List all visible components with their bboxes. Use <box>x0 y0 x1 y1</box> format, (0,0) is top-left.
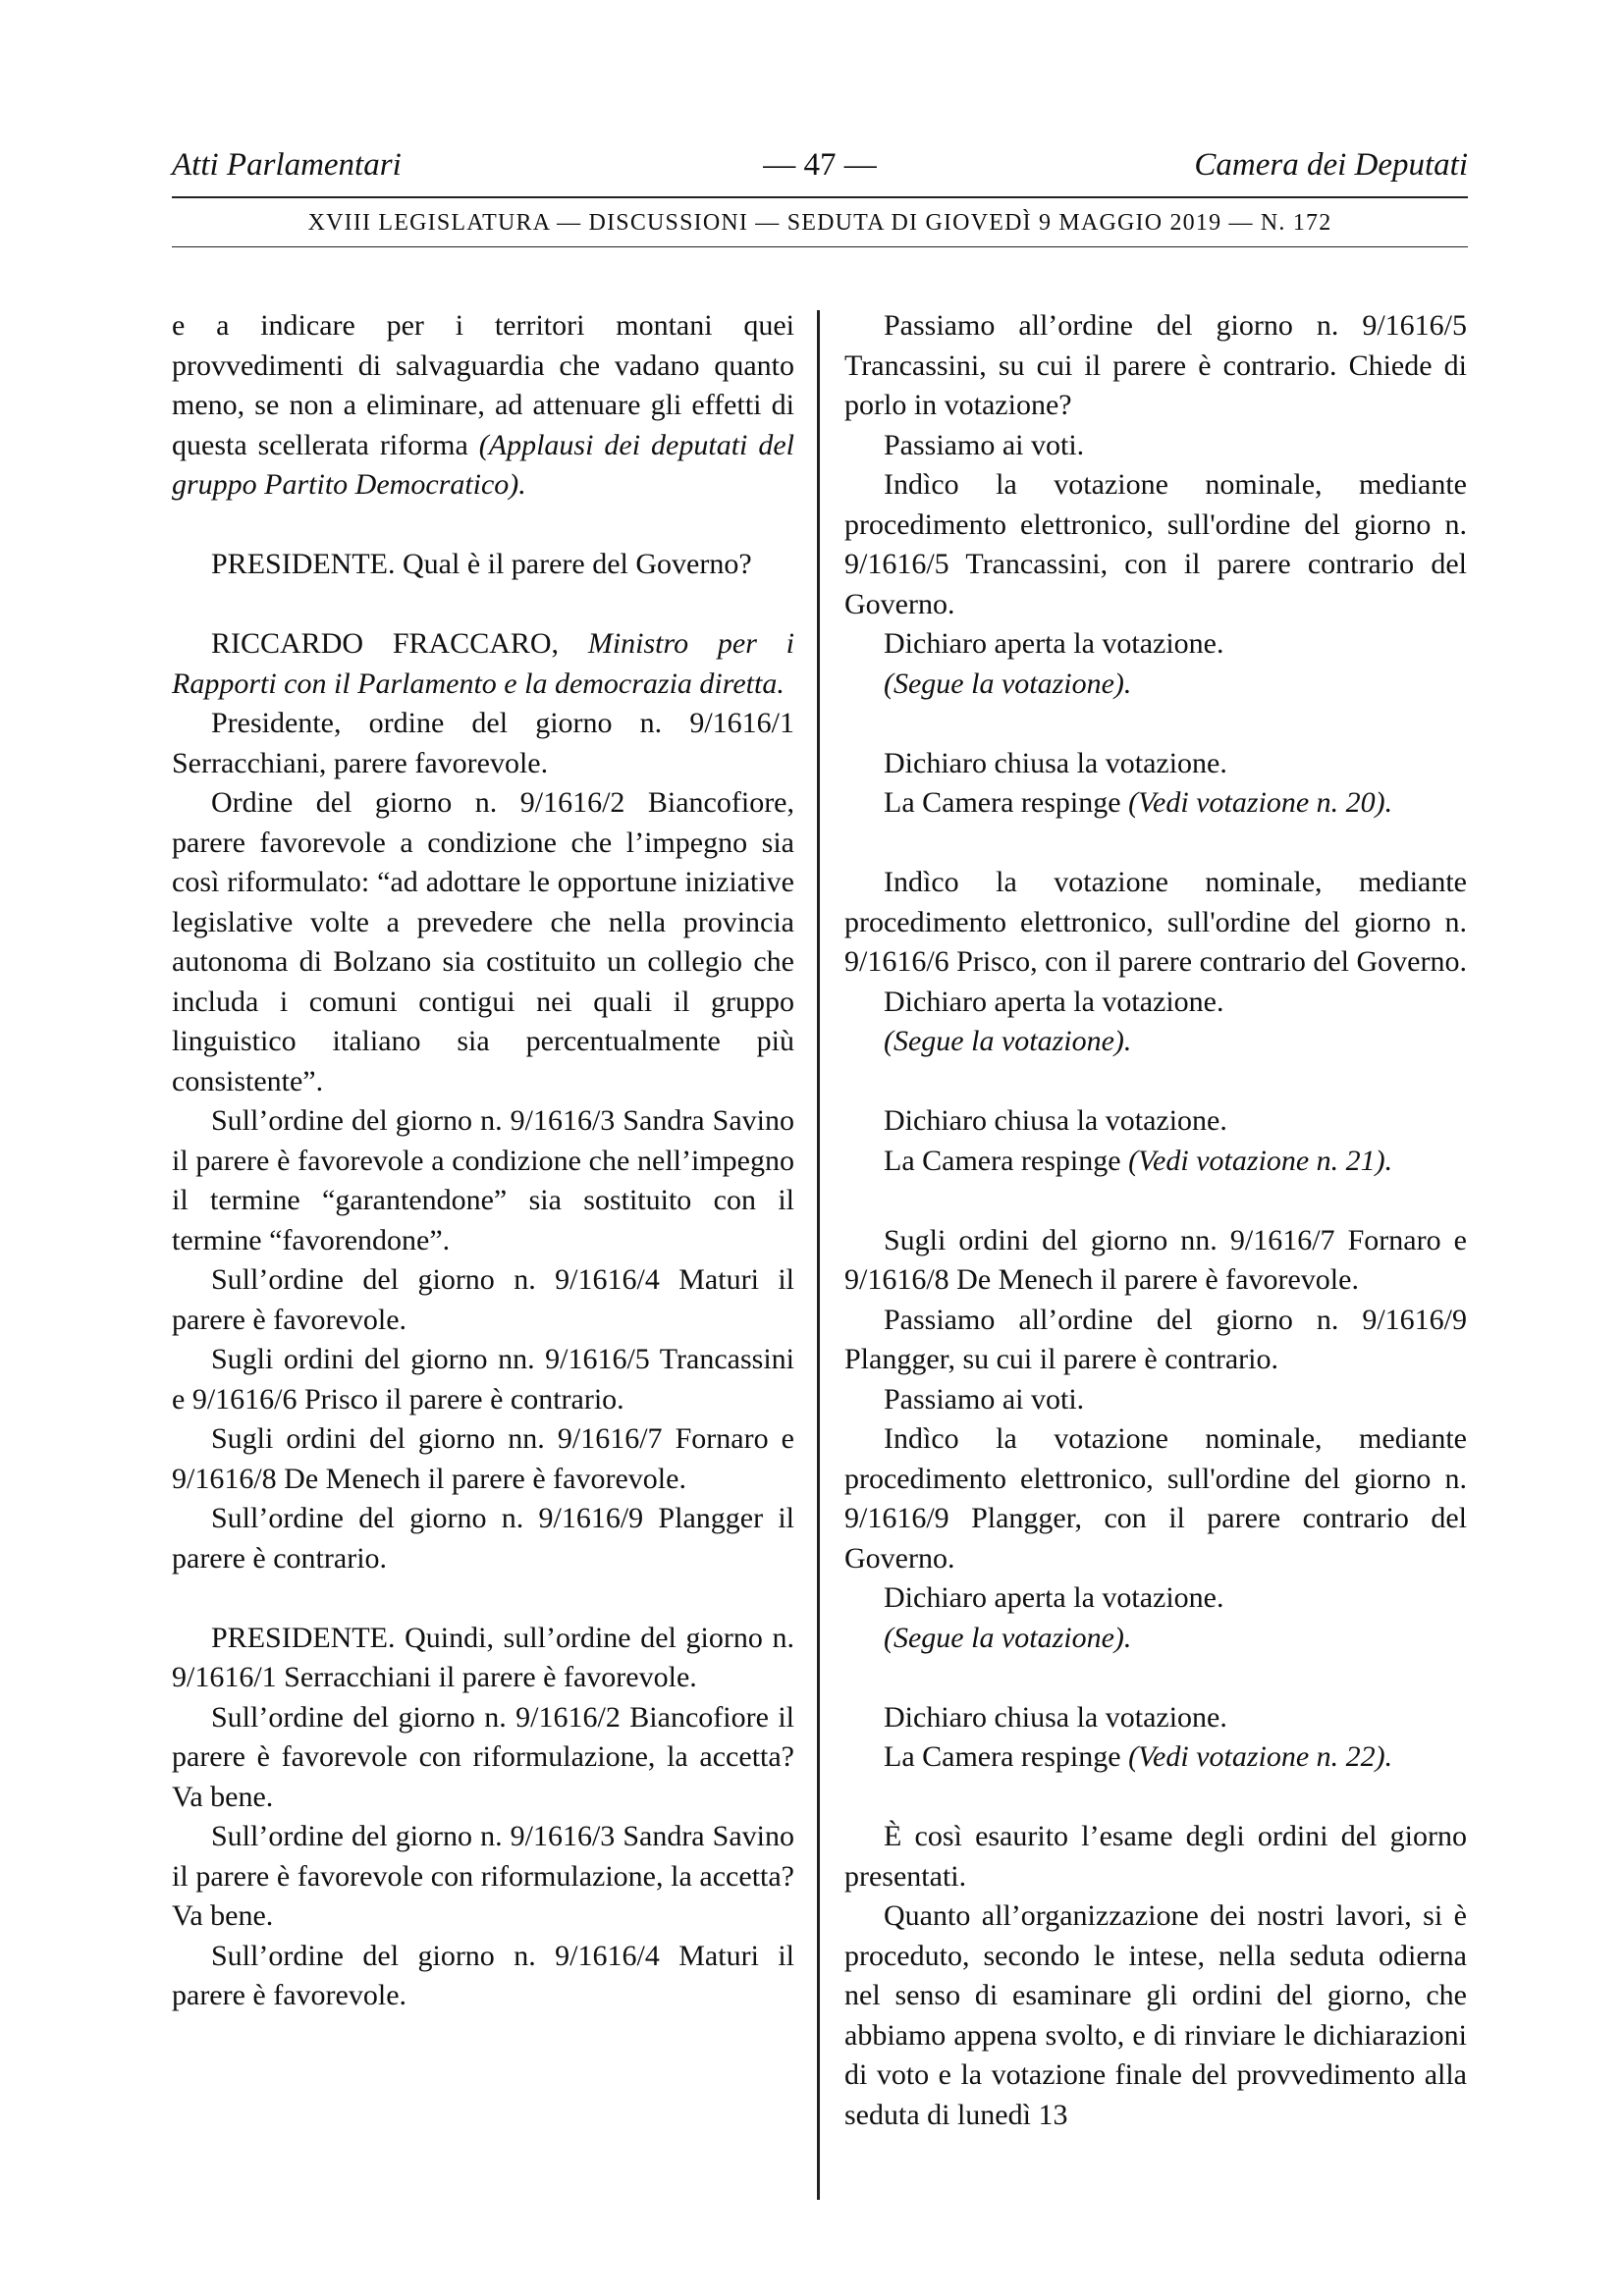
column-divider <box>817 310 820 2200</box>
header-left-title: Atti Parlamentari <box>172 147 402 183</box>
paragraph: Dichiaro aperta la votazione. <box>884 627 1224 660</box>
header-rule-top <box>172 196 1468 198</box>
paragraph: Sugli ordini del giorno nn. 9/1616/5 Trancassini e 9/1616/6 Prisco il parere è contrario. <box>172 1343 794 1415</box>
paragraph: Ordine del giorno n. 9/1616/2 Biancofiore, parere favorevole a condizione che l’impegno sia così riformulato: “ad adottare le opportune iniziative legislative volte a prevedere che nella provincia autonoma di Bolzano sia costituito un collegio che includa i comuni contigui nei quali il gruppo linguistico italiano sia percentualmente più consistente”. <box>172 786 794 1097</box>
paragraph: La Camera respinge (Vedi votazione n. 20). <box>884 786 1393 819</box>
paragraph: Sull’ordine del giorno n. 9/1616/4 Maturi il parere è favorevole. <box>172 1263 794 1336</box>
paragraph: Dichiaro aperta la votazione. <box>884 985 1224 1018</box>
paragraph-stage-direction: (Segue la votazione). <box>884 1025 1132 1057</box>
page-number: — 47 — <box>763 147 877 183</box>
session-subtitle: XVIII LEGISLATURA — DISCUSSIONI — SEDUTA DI GIOVEDÌ 9 MAGGIO 2019 — N. 172 <box>307 210 1332 236</box>
paragraph-stage-direction: (Segue la votazione). <box>884 1621 1132 1654</box>
header-right-title: Camera dei Deputati <box>1194 147 1468 183</box>
paragraph: Sull’ordine del giorno n. 9/1616/3 Sandra Savino il parere è favorevole a condizione che nell’impegno il termine “garantendone” sia sostituito con il termine “favorendone”. <box>172 1104 794 1256</box>
paragraph-presidente: PRESIDENTE. Qual è il parere del Governo? <box>211 548 752 580</box>
running-header <box>172 147 1468 192</box>
paragraph: La Camera respinge (Vedi votazione n. 21). <box>884 1144 1393 1177</box>
paragraph: Passiamo ai voti. <box>884 1382 1085 1415</box>
paragraph: Dichiaro chiusa la votazione. <box>884 1104 1227 1137</box>
paragraph: Dichiaro chiusa la votazione. <box>884 746 1227 779</box>
paragraph-stage-direction: (Segue la votazione). <box>884 667 1132 700</box>
right-column <box>844 306 1467 2135</box>
paragraph: Indìco la votazione nominale, mediante procedimento elettronico, sull'ordine del giorno n. 9/1616/5 Trancassini, con il parere contrario del Governo. <box>844 468 1467 620</box>
header-rule-bottom <box>172 246 1468 247</box>
paragraph: Sull’ordine del giorno n. 9/1616/9 Plangger il parere è contrario. <box>172 1502 794 1575</box>
paragraph: Sugli ordini del giorno nn. 9/1616/7 Fornaro e 9/1616/8 De Menech il parere è favorevole. <box>844 1223 1467 1296</box>
paragraph-speaker: RICCARDO FRACCARO, Ministro per i Rapporti con il Parlamento e la democrazia diretta. <box>172 627 794 700</box>
paragraph: Passiamo ai voti. <box>884 428 1085 461</box>
paragraph: e a indicare per i territori montani quei provvedimenti di salvaguardia che vadano quanto meno, se non a eliminare, ad attenuare gli effetti di questa scellerata riforma (Applausi dei deputati del gruppo Partito Democratico). <box>172 309 795 501</box>
left-column <box>172 306 794 2016</box>
paragraph: Presidente, ordine del giorno n. 9/1616/1 Serracchiani, parere favorevole. <box>172 707 794 779</box>
paragraph: Indìco la votazione nominale, mediante procedimento elettronico, sull'ordine del giorno n. 9/1616/9 Plangger, con il parere contrario del Governo. <box>844 1422 1467 1575</box>
paragraph-presidente: PRESIDENTE. Quindi, sull’ordine del giorno n. 9/1616/1 Serracchiani il parere è favorevole. <box>172 1621 794 1693</box>
paragraph: Indìco la votazione nominale, mediante procedimento elettronico, sull'ordine del giorno n. 9/1616/6 Prisco, con il parere contrario del Governo. <box>844 866 1467 978</box>
paragraph: Passiamo all’ordine del giorno n. 9/1616/9 Plangger, su cui il parere è contrario. <box>844 1303 1467 1375</box>
paragraph: Sull’ordine del giorno n. 9/1616/3 Sandra Savino il parere è favorevole con riformulazione, la accetta? Va bene. <box>172 1820 794 1932</box>
paragraph: Dichiaro aperta la votazione. <box>884 1581 1224 1614</box>
paragraph: Dichiaro chiusa la votazione. <box>884 1700 1227 1734</box>
paragraph: Quanto all’organizzazione dei nostri lavori, si è proceduto, secondo le intese, nella seduta odierna nel senso di esaminare gli ordini del giorno, che abbiamo appena svolto, e di rinviare le dichiarazioni di voto e la votazione finale del provvedimento alla seduta di lunedì 13 <box>844 1899 1467 2131</box>
paragraph: Sugli ordini del giorno nn. 9/1616/7 Fornaro e 9/1616/8 De Menech il parere è favorevole. <box>172 1422 794 1495</box>
paragraph: Sull’ordine del giorno n. 9/1616/4 Maturi il parere è favorevole. <box>172 1939 794 2011</box>
paragraph: La Camera respinge (Vedi votazione n. 22). <box>884 1740 1393 1773</box>
paragraph: Passiamo all’ordine del giorno n. 9/1616/5 Trancassini, su cui il parere è contrario. Chiede di porlo in votazione? <box>844 309 1467 421</box>
paragraph: È così esaurito l’esame degli ordini del giorno presentati. <box>844 1820 1467 1893</box>
paragraph: Sull’ordine del giorno n. 9/1616/2 Biancofiore il parere è favorevole con riformulazione, la accetta? Va bene. <box>172 1700 794 1813</box>
